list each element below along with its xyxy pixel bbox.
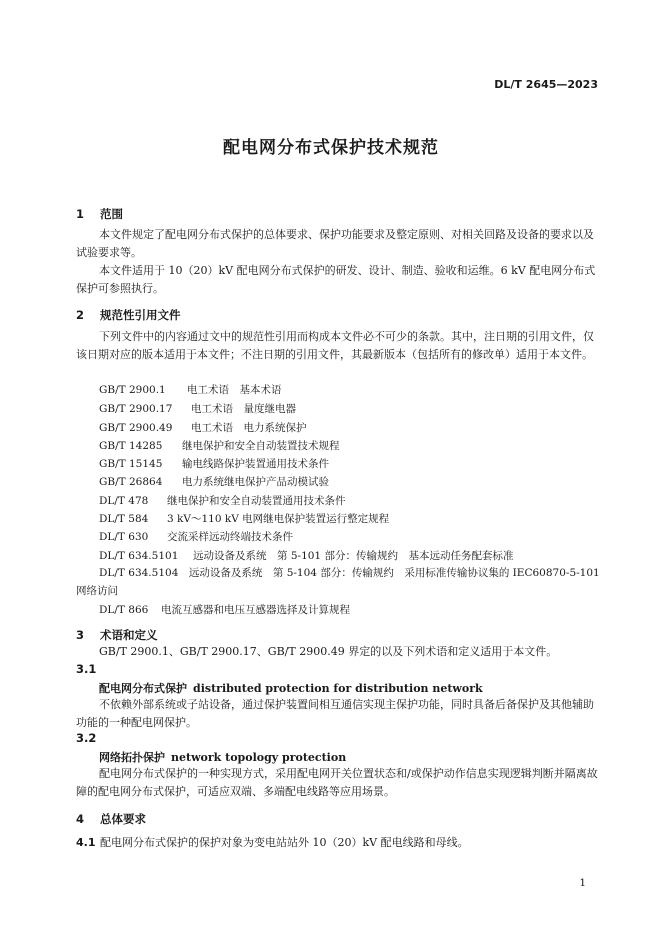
section-4-heading — [76, 811, 146, 827]
section-title: 范围 — [100, 207, 123, 221]
term-number: 3.1 — [76, 662, 97, 676]
term-definition: 不依赖外部系统或子站设备，通过保护装置间相互通信实现主保护功能，同时具备后备保护及其他辅助功能的一种配电网保护。 — [76, 698, 594, 729]
reference-item: GB/T 2900.1 电工术语 基本术语 — [99, 384, 282, 396]
standard-code: DL/T 2645—2023 — [494, 78, 598, 91]
section-title: 规范性引用文件 — [100, 308, 181, 322]
section-number: 3 — [76, 628, 85, 642]
clause-4-1 — [76, 834, 469, 850]
term-heading: 配电网分布式保护 distributed protection for distribution network — [99, 682, 483, 695]
clause-number: 4.1 — [76, 836, 96, 849]
page-title: 配电网分布式保护技术规范 — [223, 138, 439, 158]
reference-item: DL/T 478 继电保护和安全自动装置通用技术条件 — [99, 495, 346, 507]
section-1-paragraph-2: 本文件适用于 10（20）kV 配电网分布式保护的研发、设计、制造、验收和运维。6 kV 配电网分布式保护可参照执行。 — [76, 264, 596, 295]
section-title: 总体要求 — [100, 812, 146, 826]
term-definition: 配电网分布式保护的一种实现方式，采用配电网开关位置状态和/或保护动作信息实现逻辑判断并隔离故障的配电网分布式保护，可适应双端、多端配电线路等应用场景。 — [76, 767, 598, 798]
section-title: 术语和定义 — [100, 628, 158, 642]
term-heading: 网络拓扑保护 network topology protection — [99, 751, 347, 764]
reference-item: DL/T 584 3 kV～110 kV 电网继电保护装置运行整定规程 — [99, 513, 390, 525]
reference-item: GB/T 2900.17 电工术语 量度继电器 — [99, 403, 296, 415]
reference-item: DL/T 634.5101 远动设备及系统 第 5-101 部分：传输规约 基本远动任务配套标准 — [99, 550, 514, 562]
section-3-heading — [76, 627, 158, 643]
section-number: 2 — [76, 308, 85, 322]
reference-item: GB/T 15145 输电线路保护装置通用技术条件 — [99, 458, 329, 470]
section-1-heading — [76, 206, 123, 222]
reference-item: GB/T 26864 电力系统继电保护产品动模试验 — [99, 476, 329, 488]
page-number: 1 — [579, 877, 586, 889]
reference-item: GB/T 14285 继电保护和安全自动装置技术规程 — [99, 440, 340, 452]
reference-item: DL/T 866 电流互感器和电压互感器选择及计算规程 — [99, 604, 350, 616]
section-number: 4 — [76, 812, 85, 826]
section-2-intro: 下列文件中的内容通过文中的规范性引用而构成本文件必不可少的条款。其中，注日期的引用文件，仅该日期对应的版本适用于本文件；不注日期的引用文件，其最新版本（包括所有的修改单）适用于本文件。 — [76, 330, 594, 361]
reference-item: DL/T 630 交流采样远动终端技术条件 — [99, 531, 293, 543]
reference-item-long: DL/T 634.5104 远动设备及系统 第 5-104 部分：传输规约 采用标准传输协议集的 IEC60870-5-101 网络访问 — [76, 567, 600, 597]
clause-text: 配电网分布式保护的保护对象为变电站站外 10（20）kV 配电线路和母线。 — [100, 836, 469, 849]
reference-item: GB/T 2900.49 电工术语 电力系统保护 — [99, 422, 307, 434]
section-number: 1 — [76, 207, 85, 221]
section-3-intro: GB/T 2900.1、GB/T 2900.17、GB/T 2900.49 界定的以及下列术语和定义适用于本文件。 — [99, 645, 558, 658]
term-number: 3.2 — [76, 731, 97, 745]
section-1-paragraph-1: 本文件规定了配电网分布式保护的总体要求、保护功能要求及整定原则、对相关回路及设备的要求以及试验要求等。 — [76, 228, 594, 259]
section-2-heading — [76, 307, 181, 323]
